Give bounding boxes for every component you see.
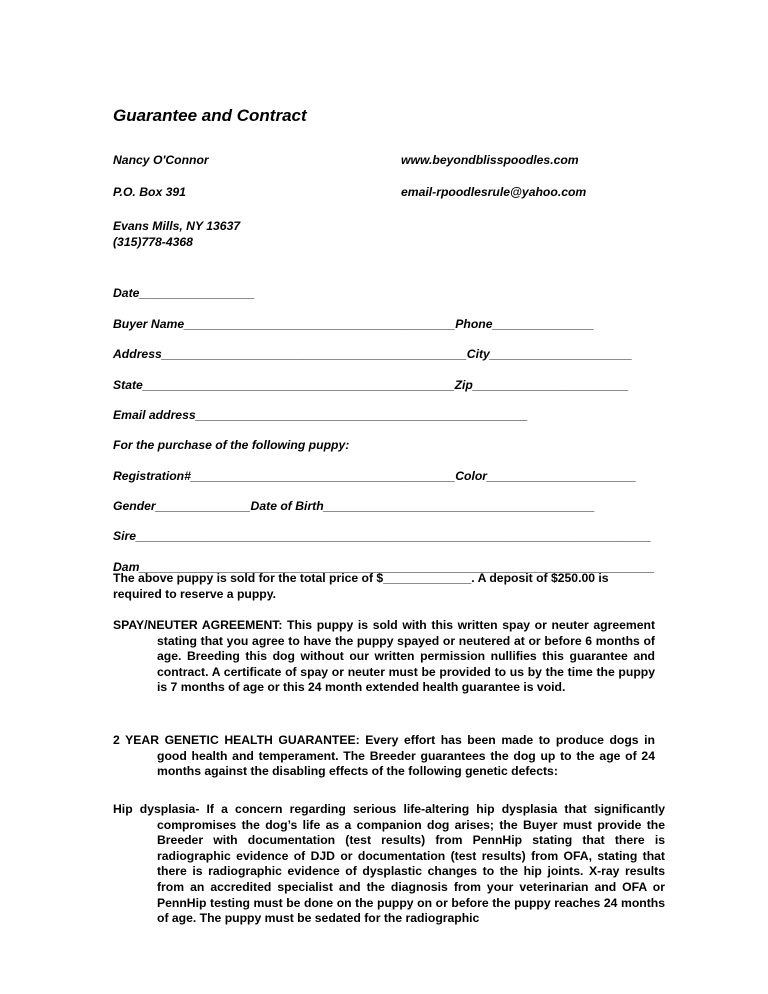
email-link[interactable]: email-rpoodlesrule@yahoo.com (401, 185, 587, 199)
health-guarantee: 2 YEAR GENETIC HEALTH GUARANTEE: Every effort has been made to produce dogs in good health and temperament. The Breeder guarantees the dog up to the age of 24 months against the disabling effects of the following genetic defects: (113, 733, 655, 779)
state-zip-field: State______________________________________________Zip_______________________ (113, 378, 629, 392)
spay-neuter-agreement: SPAY/NEUTER AGREEMENT: This puppy is sold with this written spay or neuter agreement stating that you agree to have the puppy spayed or neutered at or before 6 months of age. Breeding this dog without our written permission nullifies this guarantee and contract. A certificate of spay or neuter must be provided to us by the time the puppy is 7 months of age or this 24 month extended health guarantee is void. (113, 618, 655, 695)
city-line: Evans Mills, NY 13637 (113, 219, 241, 233)
purchase-intro: For the purchase of the following puppy: (113, 438, 350, 452)
breeder-name: Nancy O'Connor (113, 153, 209, 167)
website-link[interactable]: www.beyondblisspoodles.com (401, 153, 579, 167)
email-field: Email address_________________________________________________ (113, 408, 528, 422)
gender-dob-field: Gender______________Date of Birth________________________________________ (113, 499, 595, 513)
date-field: Date_________________ (113, 286, 255, 300)
registration-color-field: Registration#_______________________________________Color______________________ (113, 469, 637, 483)
sire-field: Sire____________________________________________________________________________ (113, 529, 652, 543)
address-city-field: Address_____________________________________________City_____________________ (113, 347, 633, 361)
page-title: Guarantee and Contract (113, 106, 307, 125)
dam-field: Dam____________________________________________________________________________ (113, 560, 655, 574)
hip-dysplasia-clause: Hip dysplasia- If a concern regarding serious life-altering hip dysplasia that significantly compromises the dog’s life as a companion dog arises; the Buyer must provide the Breeder with documentation (test results) from PennHip stating that there is radiographic evidence of DJD or documentation (test results) from OFA, stating that there is radiographic evidence of dysplastic changes to the hip joints. X-ray results from an accredited specialist and the diagnosis from your veterinarian and OFA or PennHip testing must be done on the puppy on or before the puppy reaches 24 months of age. The puppy must be sedated for the radiographic (113, 802, 665, 926)
price-statement: The above puppy is sold for the total price of $_____________. A deposit of $250.00 is required to reserve a puppy. (113, 571, 609, 601)
buyer-phone-field: Buyer Name________________________________________Phone_______________ (113, 317, 595, 331)
phone-number: (315)778-4368 (113, 235, 193, 249)
po-box: P.O. Box 391 (113, 185, 186, 199)
